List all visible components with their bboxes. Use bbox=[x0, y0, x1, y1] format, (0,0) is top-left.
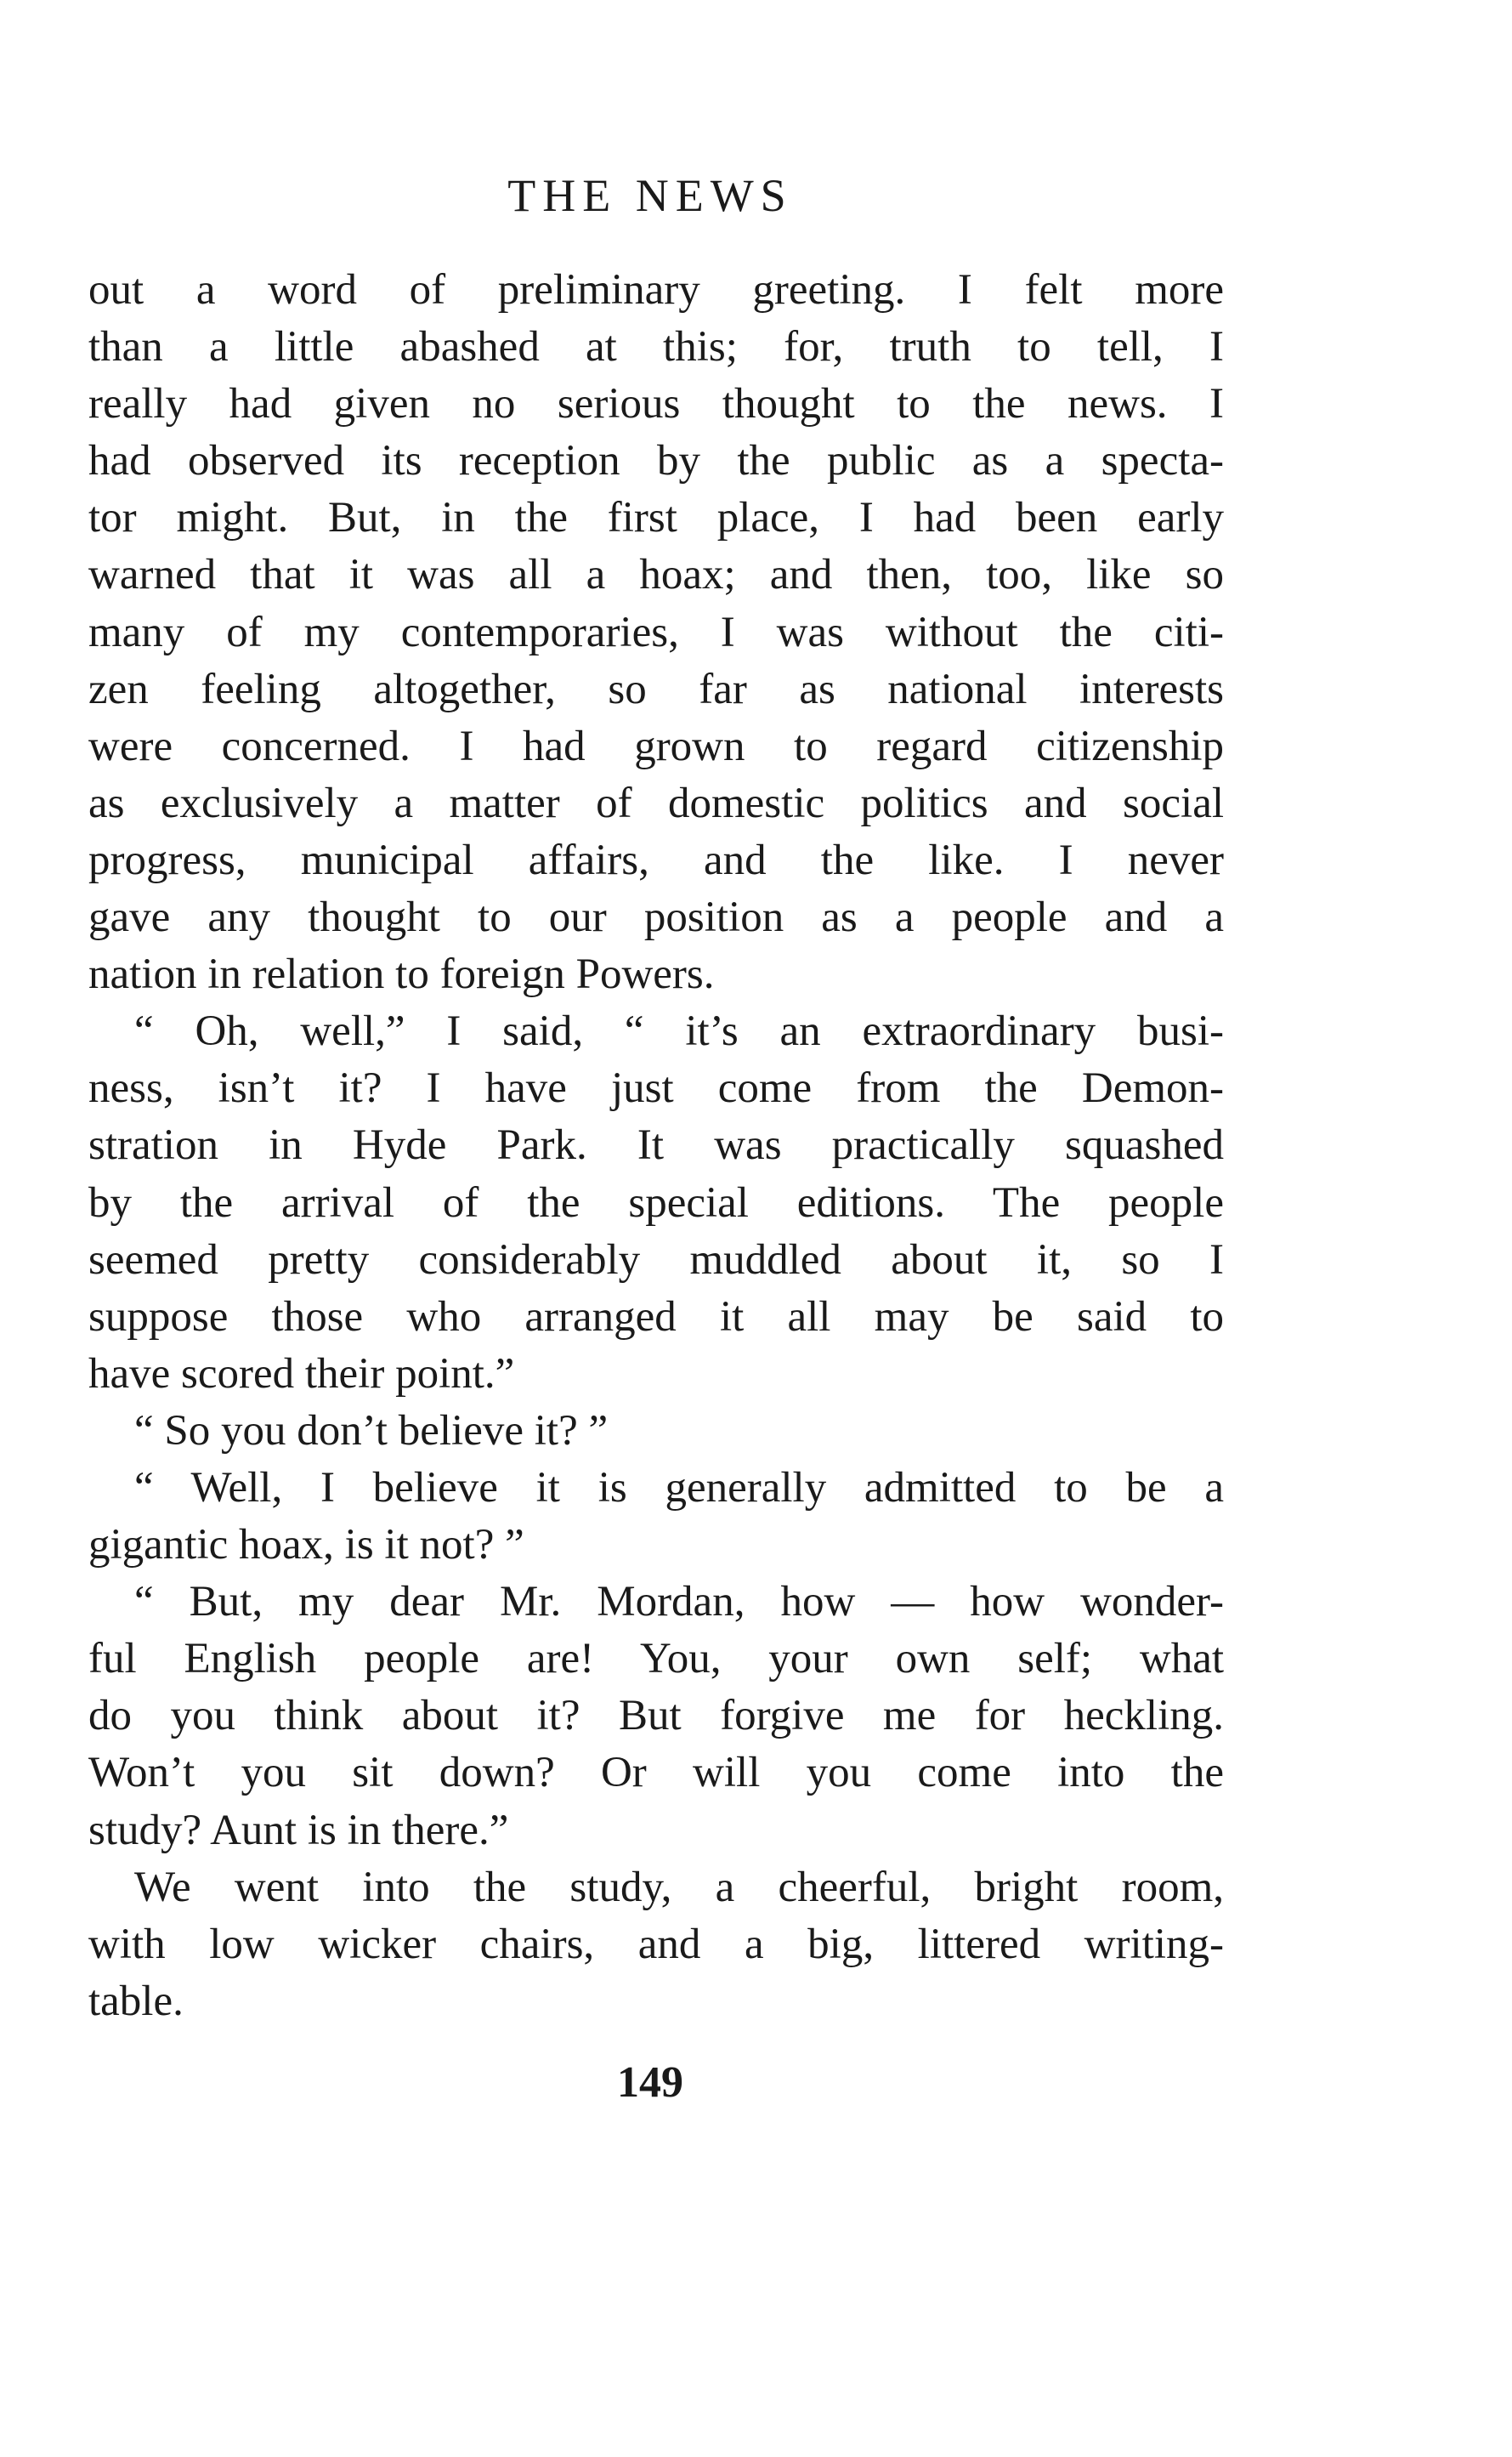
text-line: tor might. But, in the first place, I had been early bbox=[88, 494, 1224, 542]
text-line: really had given no serious thought to the news. I bbox=[88, 380, 1224, 428]
text-line: had observed its reception by the public as a specta- bbox=[88, 437, 1224, 485]
text-line: We went into the study, a cheerful, bright room, bbox=[134, 1863, 1224, 1911]
text-line: progress, municipal affairs, and the like. I never bbox=[88, 836, 1224, 884]
body-text bbox=[88, 262, 1224, 2030]
text-line: stration in Hyde Park. It was practically squashed bbox=[88, 1121, 1224, 1170]
text-line: “ But, my dear Mr. Mordan, how — how wonder- bbox=[134, 1578, 1224, 1626]
page-number: 149 bbox=[617, 2058, 683, 2107]
text-line: Won’t you sit down? Or will you come into the bbox=[88, 1749, 1224, 1797]
text-line: warned that it was all a hoax; and then, too, like so bbox=[88, 551, 1224, 599]
text-line: study? Aunt is in there.” bbox=[88, 1806, 509, 1854]
text-line: were concerned. I had grown to regard citizenship bbox=[88, 722, 1224, 770]
text-line: table. bbox=[88, 1977, 184, 2025]
text-line: do you think about it? But forgive me for heckling. bbox=[88, 1692, 1224, 1740]
text-line: nation in relation to foreign Powers. bbox=[88, 950, 715, 999]
text-line: suppose those who arranged it all may be said to bbox=[88, 1292, 1224, 1341]
running-head: THE NEWS bbox=[507, 170, 793, 221]
text-line: seemed pretty considerably muddled about it, so I bbox=[88, 1235, 1224, 1284]
text-line: out a word of preliminary greeting. I felt more bbox=[88, 266, 1224, 314]
text-line: “ Oh, well,” I said, “ it’s an extraordinary busi- bbox=[134, 1007, 1224, 1056]
text-line: ful English people are! You, your own self; what bbox=[88, 1635, 1224, 1683]
text-line: many of my contemporaries, I was without the citi- bbox=[88, 608, 1224, 656]
text-line: than a little abashed at this; for, truth to tell, I bbox=[88, 323, 1224, 372]
text-line: by the arrival of the special editions. The people bbox=[88, 1178, 1224, 1227]
text-line: gigantic hoax, is it not? ” bbox=[88, 1521, 524, 1569]
text-line: ness, isn’t it? I have just come from the Demon- bbox=[88, 1064, 1224, 1113]
text-line: “ Well, I believe it is generally admitted to be a bbox=[134, 1463, 1224, 1512]
text-line: with low wicker chairs, and a big, littered writing- bbox=[88, 1920, 1224, 1968]
text-line: zen feeling altogether, so far as national interests bbox=[88, 665, 1224, 713]
text-line: as exclusively a matter of domestic politics and social bbox=[88, 779, 1224, 827]
text-line: have scored their point.” bbox=[88, 1349, 515, 1398]
text-line: gave any thought to our position as a people and a bbox=[88, 894, 1224, 942]
text-line: “ So you don’t believe it? ” bbox=[134, 1406, 609, 1455]
